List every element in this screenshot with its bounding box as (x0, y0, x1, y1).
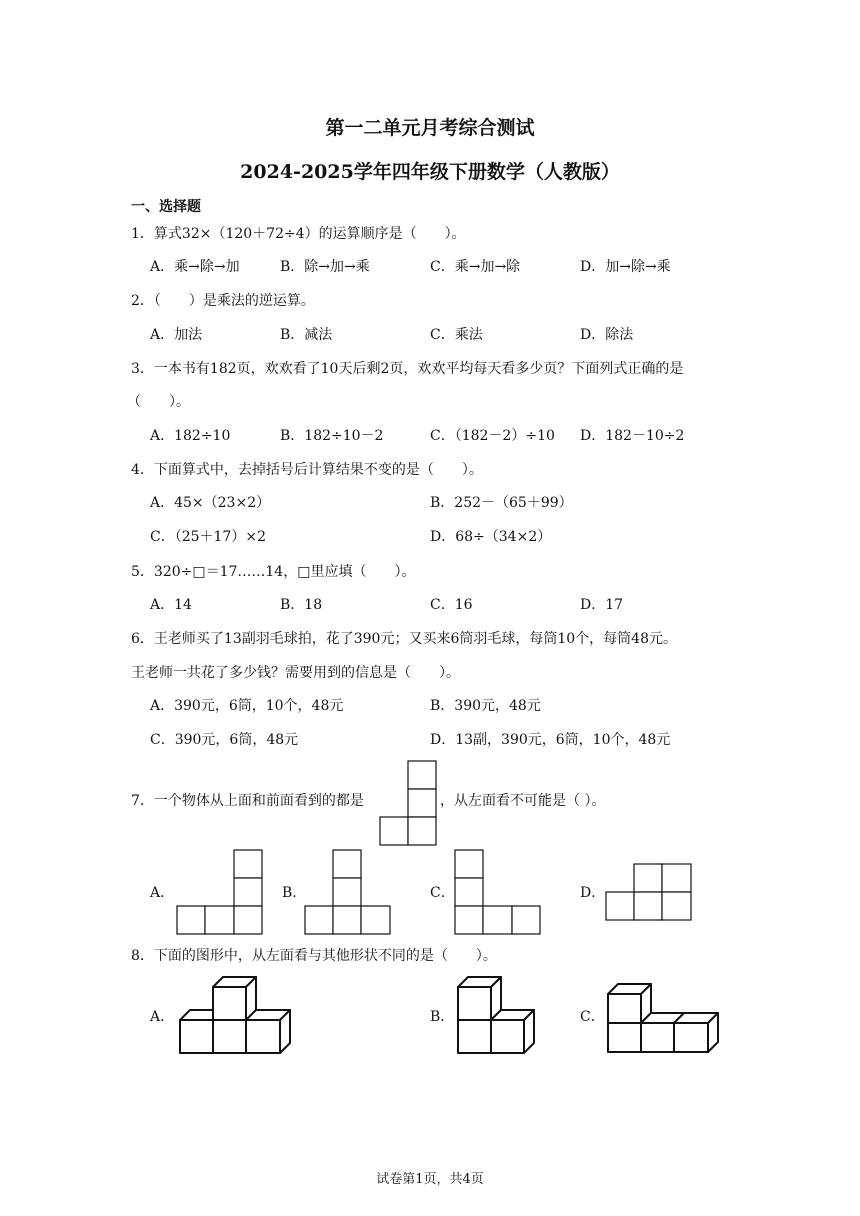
q7-option-b-figure (305, 850, 391, 934)
q5-stem: 5．320÷□＝17……14，□里应填（ ）。 (131, 564, 416, 580)
q2-option-c: C．乘法 (430, 327, 483, 343)
q1-option-b: B．除→加→乘 (280, 259, 370, 275)
q7-option-c: C． (430, 885, 455, 901)
section-heading: 一、选择题 (131, 199, 201, 215)
q8-option-c-figure (606, 975, 721, 1059)
q3-stem-line1: 3．一本书有182页，欢欢看了10天后剩2页，欢欢平均每天看多少页？下面列式正确的是 (131, 361, 684, 377)
q7-option-a-figure (177, 850, 263, 934)
q2-option-d: D．除法 (580, 327, 634, 343)
q3-option-a: A．182÷10 (150, 428, 231, 444)
q8-option-b-figure (456, 975, 540, 1059)
q3-option-b: B．182÷10－2 (280, 428, 384, 444)
q7-stem-post: ，从左面看不可能是（ ）。 (440, 793, 606, 809)
q3-option-c: C．（182－2）÷10 (430, 428, 555, 444)
page-footer: 试卷第1页，共4页 (376, 1172, 484, 1187)
q4-option-d: D．68÷（34×2） (430, 529, 552, 545)
q5-option-a: A．14 (150, 597, 192, 613)
q5-option-d: D．17 (580, 597, 624, 613)
q7-option-a: A． (150, 885, 175, 901)
q8-option-a: A． (150, 1009, 175, 1025)
q4-option-c: C．（25＋17）×2 (150, 529, 266, 545)
q2-option-a: A．加法 (150, 327, 203, 343)
q7-option-c-figure (455, 850, 541, 934)
q7-view-figure (380, 760, 437, 845)
q8-option-a-figure (178, 975, 293, 1059)
q3-option-d: D．182－10÷2 (580, 428, 685, 444)
q8-stem: 8．下面的图形中，从左面看与其他形状不同的是（ ）。 (131, 948, 497, 964)
page-title: 第一二单元月考综合测试 (325, 117, 535, 139)
page-subtitle: 2024-2025学年四年级下册数学（人教版） (240, 161, 620, 183)
q6-stem-line2: 王老师一共花了多少钱？需要用到的信息是（ ）。 (131, 665, 460, 681)
q6-option-b: B．390元，48元 (430, 698, 541, 714)
q4-option-b: B．252－（65＋99） (430, 495, 573, 511)
q5-option-c: C．16 (430, 597, 473, 613)
q7-option-d-figure (606, 864, 692, 921)
q1-option-c: C．乘→加→除 (430, 259, 521, 275)
q5-option-b: B．18 (280, 597, 323, 613)
q6-option-d: D．13副，390元，6筒，10个，48元 (430, 732, 671, 748)
q6-option-a: A．390元，6筒，10个，48元 (150, 698, 344, 714)
q8-option-b: B． (430, 1009, 455, 1025)
q1-option-a: A．乘→除→加 (150, 259, 240, 275)
q7-option-b: B． (282, 885, 307, 901)
q7-option-d: D． (580, 885, 606, 901)
q2-option-b: B．减法 (280, 327, 333, 343)
q3-stem-line2: （ ）。 (127, 394, 190, 410)
q4-stem: 4．下面算式中，去掉括号后计算结果不变的是（ ）。 (131, 462, 483, 478)
q6-stem-line1: 6．王老师买了13副羽毛球拍，花了390元；又买来6筒羽毛球，每筒10个，每筒48元。 (131, 631, 677, 647)
q7-stem-pre: 7．一个物体从上面和前面看到的都是 (131, 793, 364, 809)
q4-option-a: A．45×（23×2） (150, 495, 271, 511)
q1-stem: 1．算式32×（120＋72÷4）的运算顺序是（ ）。 (131, 226, 466, 242)
q2-stem: 2．（ ）是乘法的逆运算。 (131, 293, 315, 309)
q6-option-c: C．390元，6筒，48元 (150, 732, 299, 748)
q8-option-c: C． (580, 1009, 605, 1025)
q1-option-d: D．加→除→乘 (580, 259, 671, 275)
